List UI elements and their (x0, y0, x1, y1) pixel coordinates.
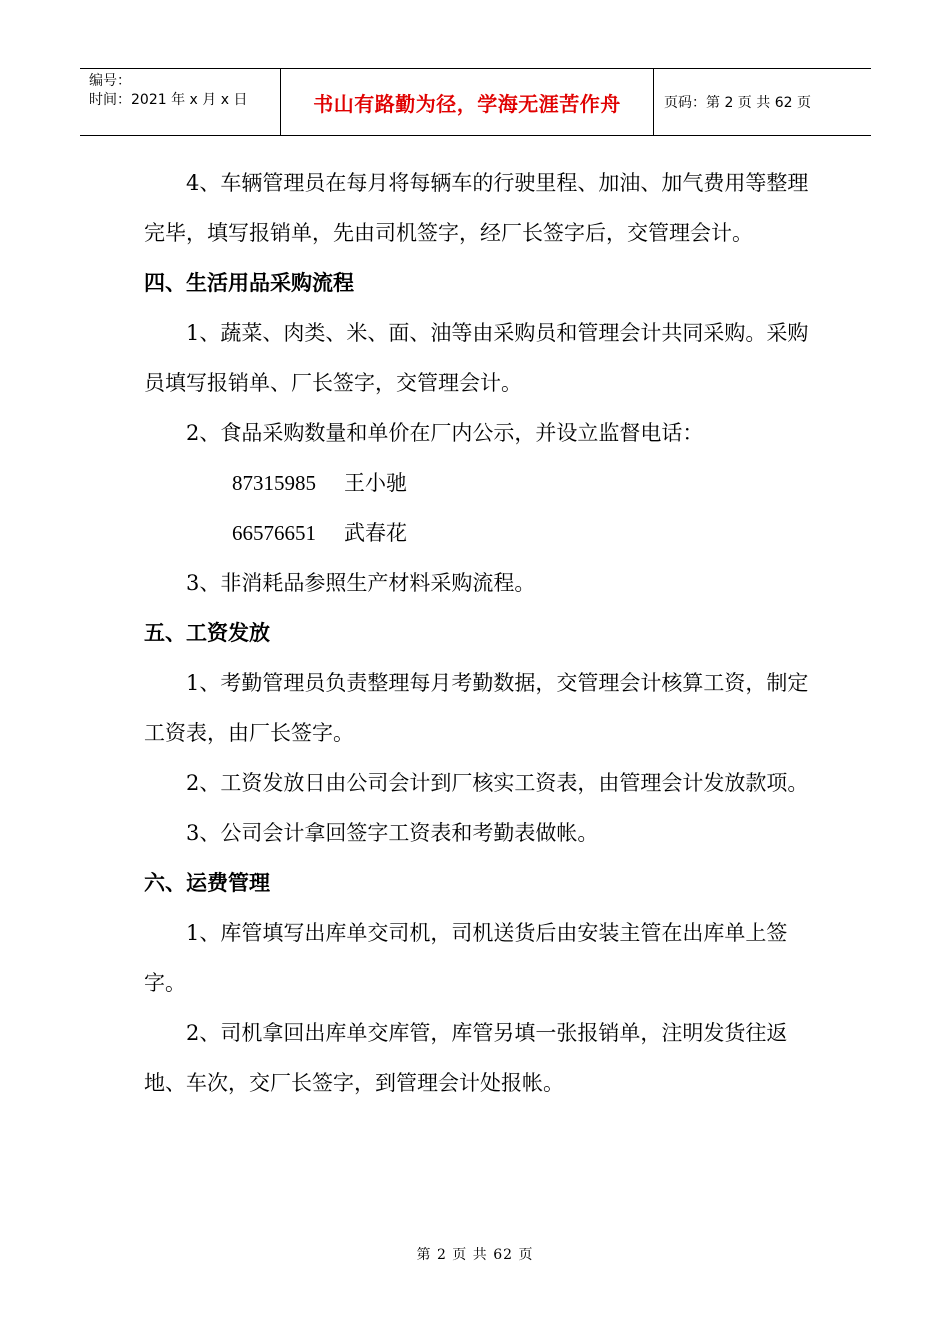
number-label: 编号： (89, 73, 131, 89)
contact-line (144, 458, 814, 508)
phone-number: 87315985 (232, 471, 316, 495)
phone-number: 66576651 (232, 521, 316, 545)
contact-name: 武春花 (344, 521, 407, 545)
paragraph: 4、车辆管理员在每月将每辆车的行驶里程、加油、加气费用等整理完毕，填写报销单，先由司机签字，经厂长签字后，交管理会计。 (144, 171, 809, 245)
paragraph: 3、公司会计拿回签字工资表和考勤表做帐。 (186, 821, 599, 845)
paragraph: 2、司机拿回出库单交库管，库管另填一张报销单，注明发货往返地、车次，交厂长签字，到管理会计处报帐。 (144, 1021, 788, 1095)
contact-line (144, 508, 814, 558)
header-motto: 书山有路勤为径，学海无涯苦作舟 (281, 69, 654, 135)
header-page-info: 页码：第 2 页 共 62 页 (664, 95, 811, 111)
paragraph: 3、非消耗品参照生产材料采购流程。 (186, 571, 536, 595)
time-label: 时间：2021 年 x 月 x 日 (89, 92, 248, 108)
contact-name: 王小驰 (344, 471, 407, 495)
header-meta (80, 69, 281, 135)
paragraph: 1、蔬菜、肉类、米、面、油等由采购员和管理会计共同采购。采购员填写报销单、厂长签字，交管理会计。 (144, 321, 809, 395)
page-header (80, 68, 871, 136)
section-heading: 六、运费管理 (144, 871, 270, 895)
page-footer: 第 2 页 共 62 页 (416, 1247, 534, 1263)
document-body (144, 158, 814, 1108)
section-heading: 四、生活用品采购流程 (144, 271, 354, 295)
paragraph: 2、工资发放日由公司会计到厂核实工资表，由管理会计发放款项。 (186, 771, 809, 795)
section-heading: 五、工资发放 (144, 621, 270, 645)
paragraph: 1、考勤管理员负责整理每月考勤数据，交管理会计核算工资，制定工资表，由厂长签字。 (144, 671, 809, 745)
paragraph: 2、食品采购数量和单价在厂内公示，并设立监督电话： (186, 421, 704, 445)
paragraph: 1、库管填写出库单交司机，司机送货后由安装主管在出库单上签字。 (144, 921, 788, 995)
